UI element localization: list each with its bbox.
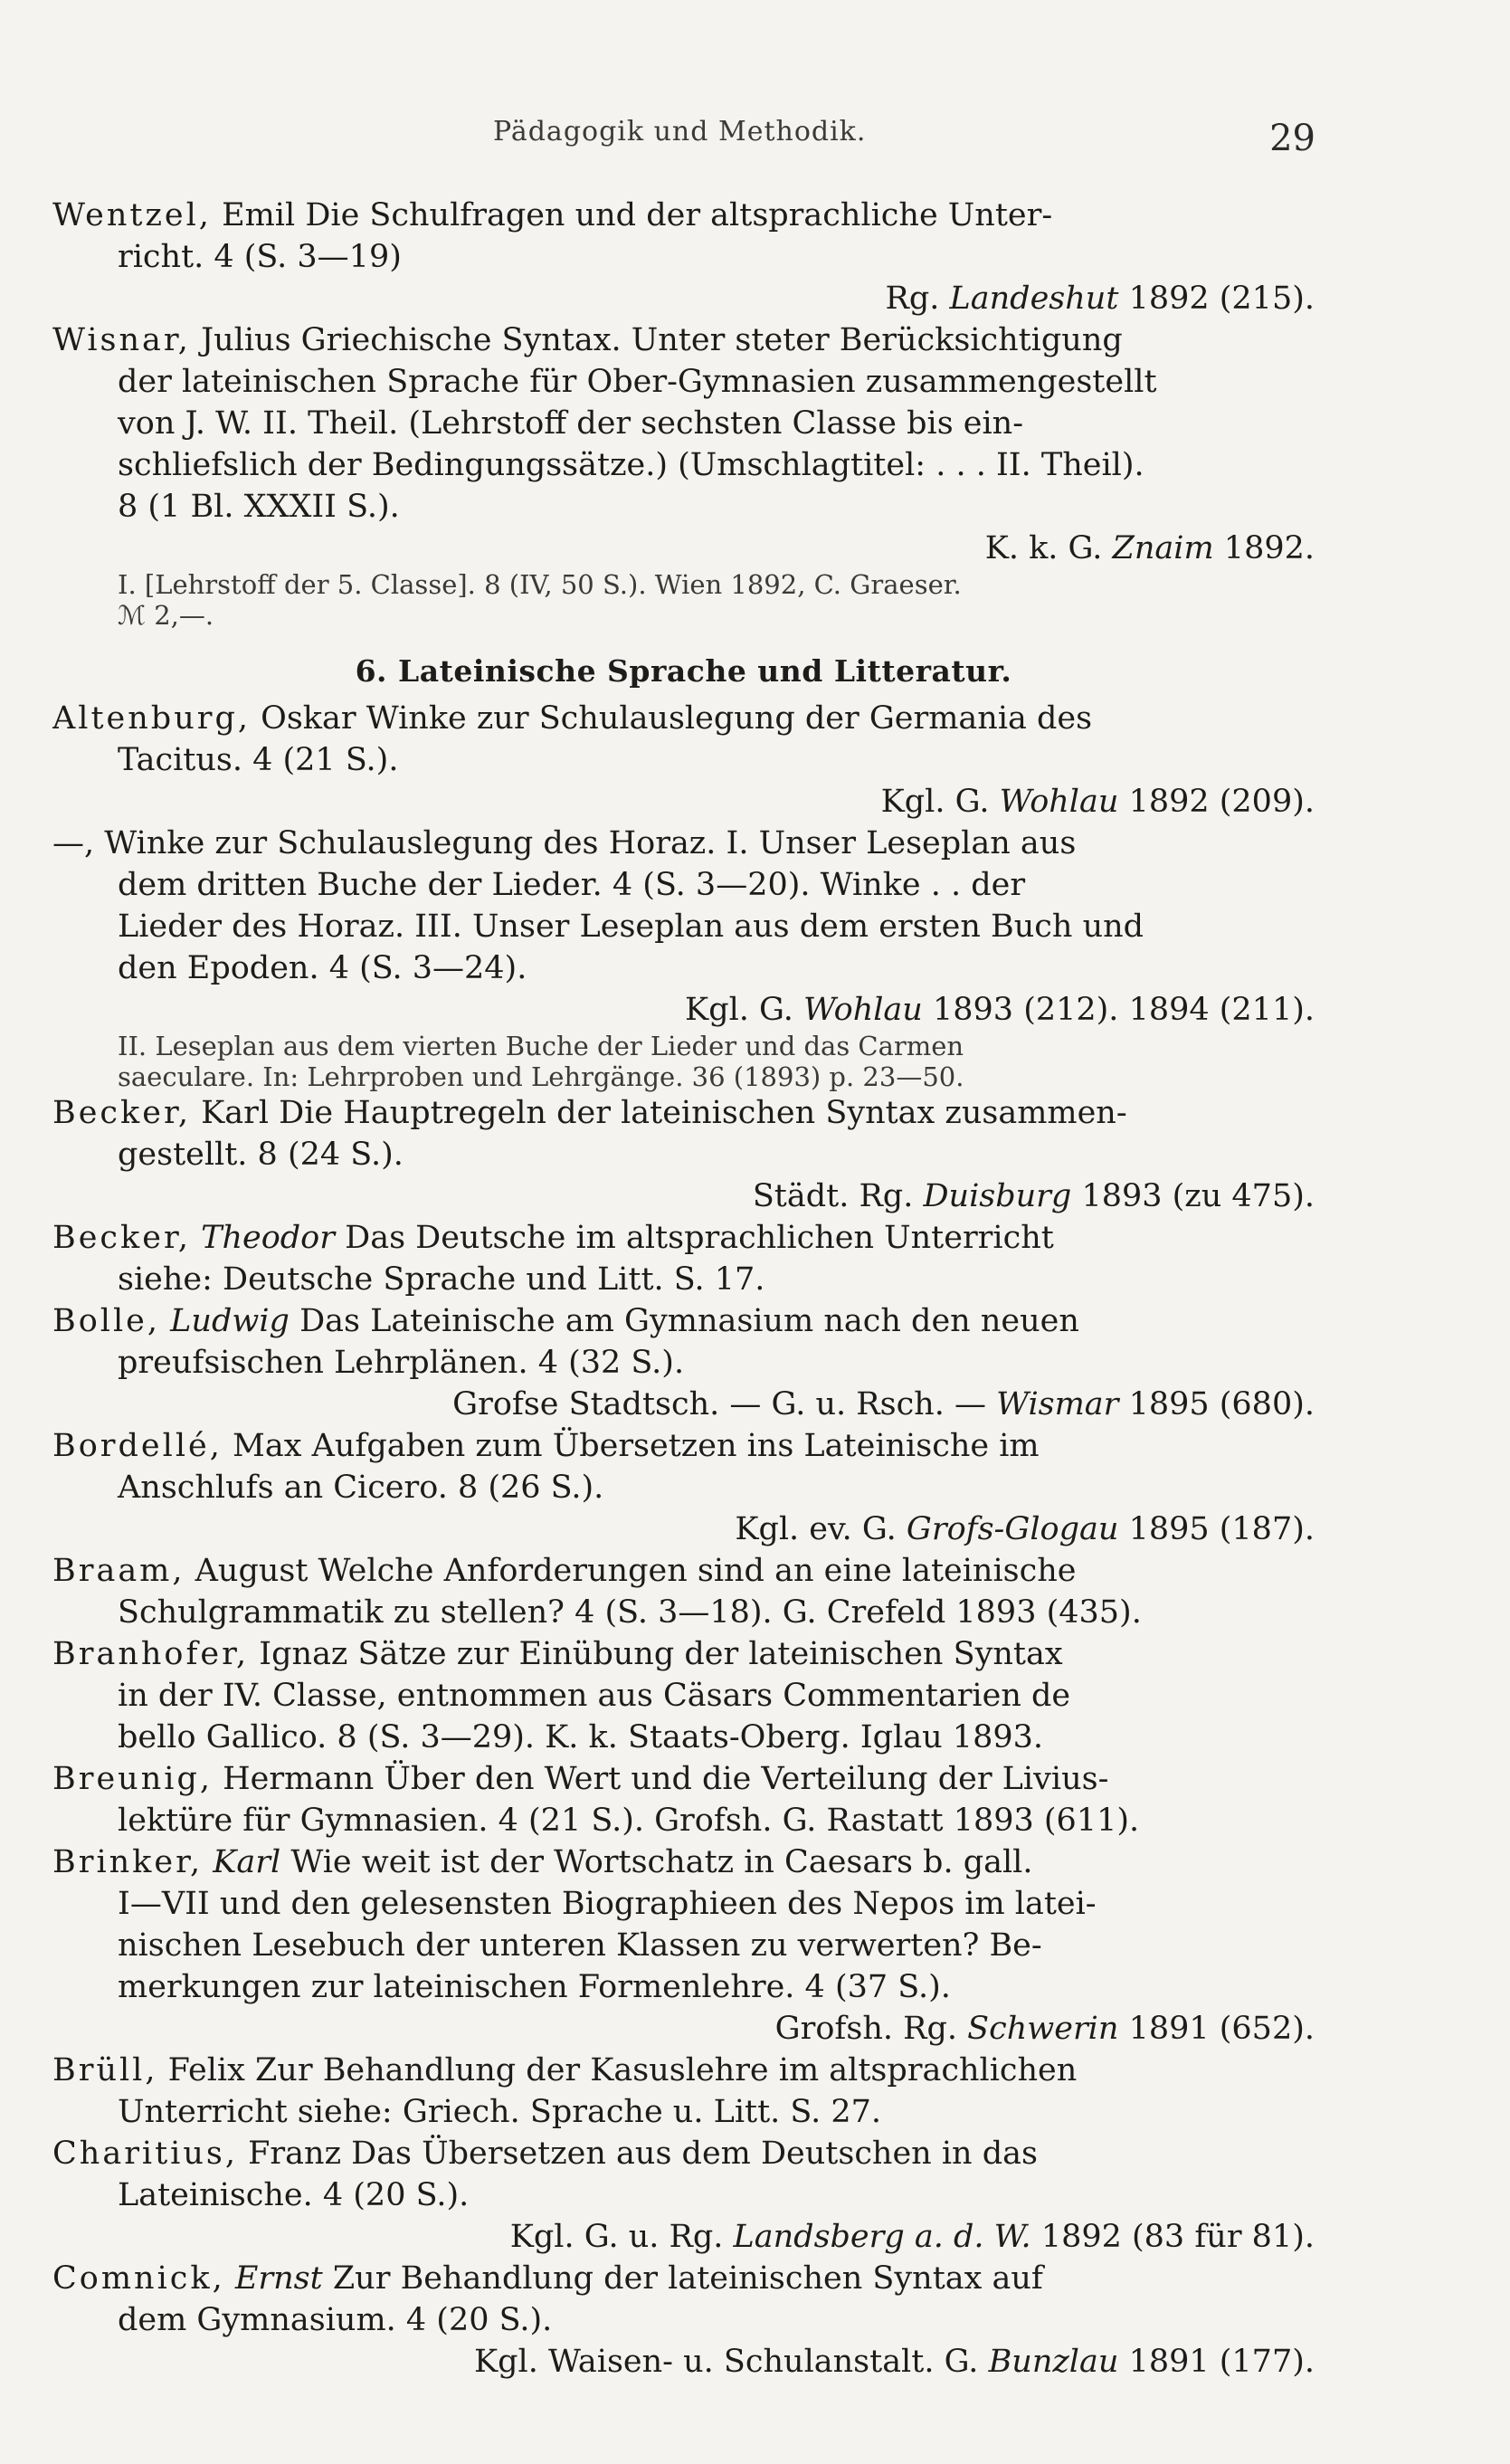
entry-brinker <box>52 1841 1315 2050</box>
text-line: Unterricht siehe: Griech. Sprache u. Litt. S. 27. <box>118 2094 882 2130</box>
text-line <box>52 781 1315 823</box>
text-line: 1891 (177). <box>1128 2344 1315 2380</box>
entry-location <box>52 278 1315 319</box>
text-line: in der IV. Classe, entnommen aus Cäsars Commentarien de <box>118 1678 1071 1714</box>
text-line <box>52 2133 1315 2174</box>
text-line: Ignaz Sätze zur Einübung der lateinischen Syntax <box>259 1636 1063 1672</box>
text-line: Charitius, <box>52 2136 238 2172</box>
text-line: Bolle, <box>52 1303 161 1339</box>
text-line <box>52 823 1315 864</box>
italic-text: Bunzlau <box>988 2344 1119 2380</box>
text-line: Emil Die Schulfragen und der altsprachliche Unter- <box>222 197 1053 233</box>
entry-wentzel <box>52 195 1315 319</box>
entry-comnick <box>52 2258 1315 2383</box>
text-line: Altenburg, <box>52 700 251 737</box>
text-line <box>52 1633 1315 1675</box>
entry-braam <box>52 1550 1315 1633</box>
text-line: Bordellé, <box>52 1428 223 1464</box>
text-line <box>52 1841 1315 1883</box>
text-line: Wisnar, <box>52 322 191 358</box>
text-line <box>52 2258 1315 2299</box>
text-line: —, <box>52 825 95 861</box>
text-line: der lateinischen Sprache für Ober-Gymnasien zusammengestellt <box>118 364 1157 400</box>
text-line: siehe: Deutsche Sprache und Litt. S. 17. <box>118 1261 765 1298</box>
running-header <box>0 116 1510 161</box>
text-line <box>52 319 1315 361</box>
italic-text: Wismar <box>996 1386 1119 1422</box>
entry-bruell <box>52 2050 1315 2133</box>
text-line <box>52 1508 1315 1550</box>
page-number: 29 <box>1269 118 1315 159</box>
text-line: nischen Lesebuch der unteren Klassen zu verwerten? Be- <box>118 1927 1042 1964</box>
text-line: Hermann Über den Wert und die Verteilung der Livius- <box>223 1761 1109 1797</box>
text-line: dem Gymnasium. 4 (20 S.). <box>118 2302 553 2338</box>
text-line: Rg. <box>885 281 940 317</box>
text-line <box>52 2216 1315 2258</box>
text-line <box>52 698 1315 739</box>
text-line: Kgl. Waisen- u. Schulanstalt. G. <box>473 2344 979 2380</box>
text-line: 1893 (212). 1894 (211). <box>933 992 1315 1028</box>
text-line <box>52 1384 1315 1425</box>
entry-altenburg-2 <box>52 823 1315 1092</box>
text-line: Becker, <box>52 1220 191 1256</box>
text-line: Das Lateinische am Gymnasium nach den neuen <box>299 1303 1079 1339</box>
text-line: Felix Zur Behandlung der Kasuslehre im altsprachlichen <box>167 2052 1078 2088</box>
text-line: Städt. Rg. <box>752 1178 914 1214</box>
text-line <box>52 195 1315 236</box>
text-line <box>52 1134 1315 1175</box>
entry-note: saeculare. In: Lehrproben und Lehrgänge. 36 (1893) p. 23—50. <box>118 1061 964 1092</box>
text-line <box>52 2050 1315 2091</box>
text-line: 1895 (680). <box>1128 1386 1315 1422</box>
entry-note: ℳ 2,—. <box>118 600 214 631</box>
text-line: Julius Griechische Syntax. Unter steter Berücksichtigung <box>201 322 1123 358</box>
text-line: Lieder des Horaz. III. Unser Leseplan aus dem ersten Buch und <box>118 909 1144 945</box>
text-line: Braam, <box>52 1553 185 1589</box>
entry-becker-theodor <box>52 1217 1315 1300</box>
text-line: 1893 (zu 475). <box>1081 1178 1315 1214</box>
entry-altenburg <box>52 698 1315 823</box>
italic-text: Landsberg a. d. W. <box>733 2219 1031 2255</box>
text-line: Grofsh. Rg. <box>774 2011 958 2047</box>
text-line: K. k. G. <box>984 530 1103 566</box>
text-line: Brinker, <box>52 1844 204 1880</box>
text-line <box>52 1217 1315 1259</box>
text-line <box>52 2008 1315 2050</box>
text-line: Breunig, <box>52 1761 213 1797</box>
text-line: den Epoden. 4 (S. 3—24). <box>118 950 527 986</box>
text-line: 1891 (652). <box>1128 2011 1315 2047</box>
text-line <box>52 236 1315 278</box>
text-line: Kgl. G. u. Rg. <box>509 2219 724 2255</box>
text-line: I—VII und den gelesensten Biographieen des Nepos im latei- <box>118 1886 1097 1922</box>
text-line: Kgl. G. <box>880 784 990 820</box>
text-line: Wie weit ist der Wortschatz in Caesars b. gall. <box>290 1844 1033 1880</box>
text-line: Branhofer, <box>52 1636 250 1672</box>
text-line: 1895 (187). <box>1128 1511 1315 1547</box>
entry-becker-karl <box>52 1092 1315 1217</box>
running-title: Pädagogik und Methodik. <box>493 116 867 147</box>
section-title: 6. Lateinische Sprache und Litteratur. <box>355 653 1012 689</box>
entry-note: II. Leseplan aus dem vierten Buche der Lieder und das Carmen <box>118 1031 964 1061</box>
text-line: preufsischen Lehrplänen. 4 (32 S.). <box>118 1345 685 1381</box>
text-line: Grofse Stadtsch. — G. u. Rsch. — <box>452 1386 986 1422</box>
text-line: 8 (1 Bl. XXXII S.). <box>118 489 400 525</box>
text-line: 1892 (83 für 81). <box>1040 2219 1315 2255</box>
text-line: Anschlufs an Cicero. 8 (26 S.). <box>118 1470 604 1506</box>
text-line: Wentzel, <box>52 197 212 233</box>
text-line: Brüll, <box>52 2052 158 2088</box>
text-line: Winke zur Schulauslegung des Horaz. I. Unser Leseplan aus <box>104 825 1077 861</box>
entry-location <box>52 528 1315 569</box>
text-line: Max Aufgaben zum Übersetzen ins Lateinische im <box>233 1428 1040 1464</box>
italic-text: Ludwig <box>170 1303 290 1339</box>
text-line: Kgl. G. <box>685 992 793 1028</box>
entry-bordelle <box>52 1425 1315 1550</box>
text-line <box>52 989 1315 1031</box>
text-line: Kgl. ev. G. <box>735 1511 897 1547</box>
text-line: merkungen zur lateinischen Formenlehre. 4 (37 S.). <box>118 1969 951 2005</box>
entry-note: I. [Lehrstoff der 5. Classe]. 8 (IV, 50 S.). Wien 1892, C. Graeser. <box>118 569 962 600</box>
italic-text: Ernst <box>234 2260 323 2297</box>
text-line: bello Gallico. 8 (S. 3—29). K. k. Staats-Oberg. Iglau 1893. <box>118 1719 1043 1755</box>
text-line: schliefslich der Bedingungssätze.) (Umschlagtitel: . . . II. Theil). <box>118 447 1144 483</box>
entry-bolle <box>52 1300 1315 1425</box>
text-line: 1892. <box>1223 530 1315 566</box>
text-line <box>52 2341 1315 2383</box>
text-line: Lateinische. 4 (20 S.). <box>118 2177 470 2213</box>
text-line <box>52 1758 1315 1800</box>
text-line <box>52 1425 1315 1467</box>
italic-text: Wohlau <box>803 992 923 1028</box>
text-line: dem dritten Buche der Lieder. 4 (S. 3—20). Winke . . der <box>118 867 1026 903</box>
text-line: richt. 4 (S. 3—19) <box>118 239 402 275</box>
entry-charitius <box>52 2133 1315 2258</box>
text-line: gestellt. 8 (24 S.). <box>118 1137 404 1173</box>
text-line: Schulgrammatik zu stellen? 4 (S. 3—18). G. Crefeld 1893 (435). <box>118 1594 1142 1631</box>
text-line: von J. W. II. Theil. (Lehrstoff der sechsten Classe bis ein- <box>118 405 1024 442</box>
text-line <box>52 1300 1315 1342</box>
italic-text: Theodor <box>201 1220 335 1256</box>
text-line: Das Deutsche im altsprachlichen Unterricht <box>345 1220 1054 1256</box>
italic-text: Duisburg <box>923 1178 1072 1214</box>
text-line: Franz Das Übersetzen aus dem Deutschen in das <box>248 2136 1038 2172</box>
text-line: August Welche Anforderungen sind an eine lateinische <box>195 1553 1077 1589</box>
text-line <box>52 1175 1315 1217</box>
text-line <box>52 1550 1315 1592</box>
text-line: Zur Behandlung der lateinischen Syntax auf <box>332 2260 1043 2297</box>
italic-text: Grofs-Glogau <box>906 1511 1119 1547</box>
entry-wisnar <box>52 319 1315 631</box>
italic-text: Schwerin <box>967 2011 1119 2047</box>
italic-text: Landeshut <box>949 281 1119 317</box>
italic-text: Karl <box>213 1844 281 1880</box>
text-line: lektüre für Gymnasien. 4 (21 S.). Grofsh. G. Rastatt 1893 (611). <box>118 1803 1140 1839</box>
text-line: Becker, <box>52 1095 191 1131</box>
italic-text: Wohlau <box>999 784 1119 820</box>
entry-breunig <box>52 1758 1315 1841</box>
text-line: 1892 (215). <box>1128 281 1315 317</box>
entry-branhofer <box>52 1633 1315 1758</box>
italic-text: Znaim <box>1112 530 1214 566</box>
text-line: Tacitus. 4 (21 S.). <box>118 742 399 778</box>
text-line: Comnick, <box>52 2260 225 2297</box>
text-line: 1892 (209). <box>1128 784 1315 820</box>
text-line: Oskar Winke zur Schulauslegung der Germania des <box>261 700 1093 737</box>
bibliography <box>52 195 1315 2383</box>
text-line <box>52 1092 1315 1134</box>
text-line: Karl Die Hauptregeln der lateinischen Syntax zusammen- <box>201 1095 1127 1131</box>
